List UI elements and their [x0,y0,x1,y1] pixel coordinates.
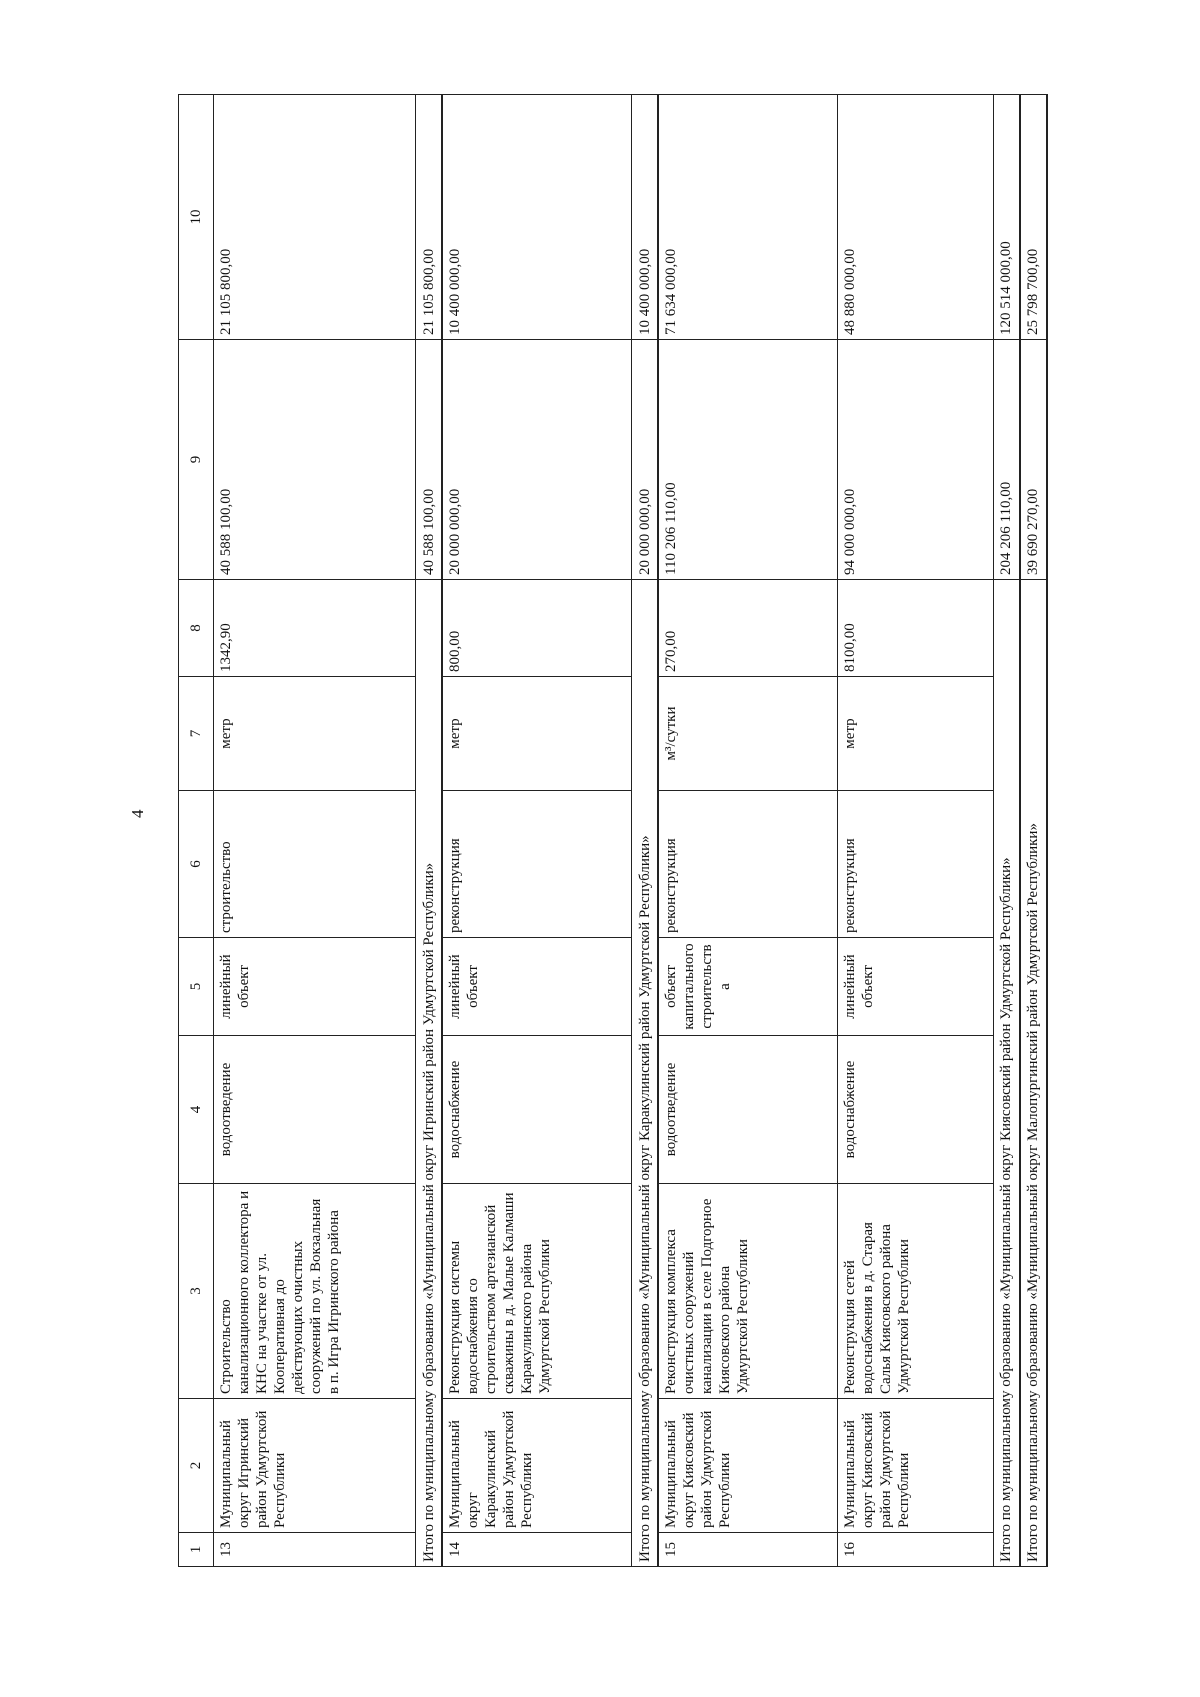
amount-cell-10: 10 400 000,00 [442,95,631,340]
total-amount-10: 25 798 700,00 [1020,95,1047,340]
page-number: 4 [128,809,147,818]
total-row [1020,95,1047,1567]
total-label: Итого по муниципальному образованию «Муниципальный округ Киясовский район Удмуртской Республики» [993,580,1020,1567]
total-amount-10: 10 400 000,00 [632,95,659,340]
column-header: 8 [179,580,214,677]
object-name-cell: Строительство канализационного коллектора и КНС на участке от ул. Кооперативная до действующих очистных сооружений по ул. Вокзальная в п. Игра Игринского района [214,1184,416,1399]
unit-cell: метр [214,677,416,791]
object-name-cell: Реконструкция комплекса очистных сооружений канализации в селе Подгорное Киясовского района Удмуртской Республики [658,1184,837,1399]
amount-cell-9: 94 000 000,00 [837,340,993,580]
table-row [837,95,993,1567]
amount-cell-10: 21 105 800,00 [214,95,416,340]
object-name-cell: Реконструкция системы водоснабжения со строительством артезианской скважины в д. Малые Калмаши Каракулинского района Удмуртской Республики [442,1184,631,1399]
total-amount-10: 21 105 800,00 [416,95,443,340]
column-header: 10 [179,95,214,340]
category-cell: водоснабжение [442,1036,631,1184]
row-number: 16 [837,1533,993,1567]
table-row [442,95,631,1567]
column-header: 5 [179,938,214,1036]
category-cell: водоотведение [658,1036,837,1184]
unit-cell: метр [837,677,993,791]
work-type-cell: реконструкция [837,791,993,938]
total-label: Итого по муниципальному образованию «Муниципальный округ Малопургинский район Удмуртской Республики» [1020,580,1047,1567]
municipality-cell: Муниципальный округ Каракулинский район Удмуртской Республики [442,1399,631,1533]
row-number: 14 [442,1533,631,1567]
work-type-cell: реконструкция [442,791,631,938]
object-type-cell: линейный объект [214,938,416,1036]
object-type-cell: линейный объект [837,938,993,1036]
table-row [658,95,837,1567]
category-cell: водоснабжение [837,1036,993,1184]
column-header: 4 [179,1036,214,1184]
column-header: 9 [179,340,214,580]
work-type-cell: строительство [214,791,416,938]
column-header: 1 [179,1533,214,1567]
municipality-cell: Муниципальный округ Киясовский район Удмуртской Республики [658,1399,837,1533]
work-type-cell: реконструкция [658,791,837,938]
row-number: 15 [658,1533,837,1567]
amount-cell-9: 110 206 110,00 [658,340,837,580]
capacity-cell: 270,00 [658,580,837,677]
amount-cell-9: 40 588 100,00 [214,340,416,580]
municipality-cell: Муниципальный округ Киясовский район Удмуртской Республики [837,1399,993,1533]
capacity-cell: 1342,90 [214,580,416,677]
column-header: 6 [179,791,214,938]
amount-cell-9: 20 000 000,00 [442,340,631,580]
investment-table [178,94,1048,1567]
capacity-cell: 8100,00 [837,580,993,677]
amount-cell-10: 48 880 000,00 [837,95,993,340]
row-number: 13 [214,1533,416,1567]
capacity-cell: 800,00 [442,580,631,677]
object-name-cell: Реконструкция сетей водоснабжения в д. Старая Салья Киясовского района Удмуртской Республики [837,1184,993,1399]
category-cell: водоотведение [214,1036,416,1184]
total-row [993,95,1020,1567]
total-amount-10: 120 514 000,00 [993,95,1020,340]
total-amount-9: 204 206 110,00 [993,340,1020,580]
table-row [214,95,416,1567]
object-type-cell: объект капитального строительства [658,938,837,1036]
amount-cell-10: 71 634 000,00 [658,95,837,340]
total-label: Итого по муниципальному образованию «Муниципальный округ Каракулинский район Удмуртской Республики» [632,580,659,1567]
unit-cell: метр [442,677,631,791]
rotated-table-container [178,95,1048,1567]
column-header: 7 [179,677,214,791]
total-label: Итого по муниципальному образованию «Муниципальный округ Игринский район Удмуртской Республики» [416,580,443,1567]
column-header: 2 [179,1399,214,1533]
total-row [632,95,659,1567]
total-row [416,95,443,1567]
column-header: 3 [179,1184,214,1399]
total-amount-9: 20 000 000,00 [632,340,659,580]
object-type-cell: линейный объект [442,938,631,1036]
unit-cell: м³/сутки [658,677,837,791]
municipality-cell: Муниципальный округ Игринский район Удмуртской Республики [214,1399,416,1533]
total-amount-9: 39 690 270,00 [1020,340,1047,580]
total-amount-9: 40 588 100,00 [416,340,443,580]
table-header-row [179,95,214,1567]
